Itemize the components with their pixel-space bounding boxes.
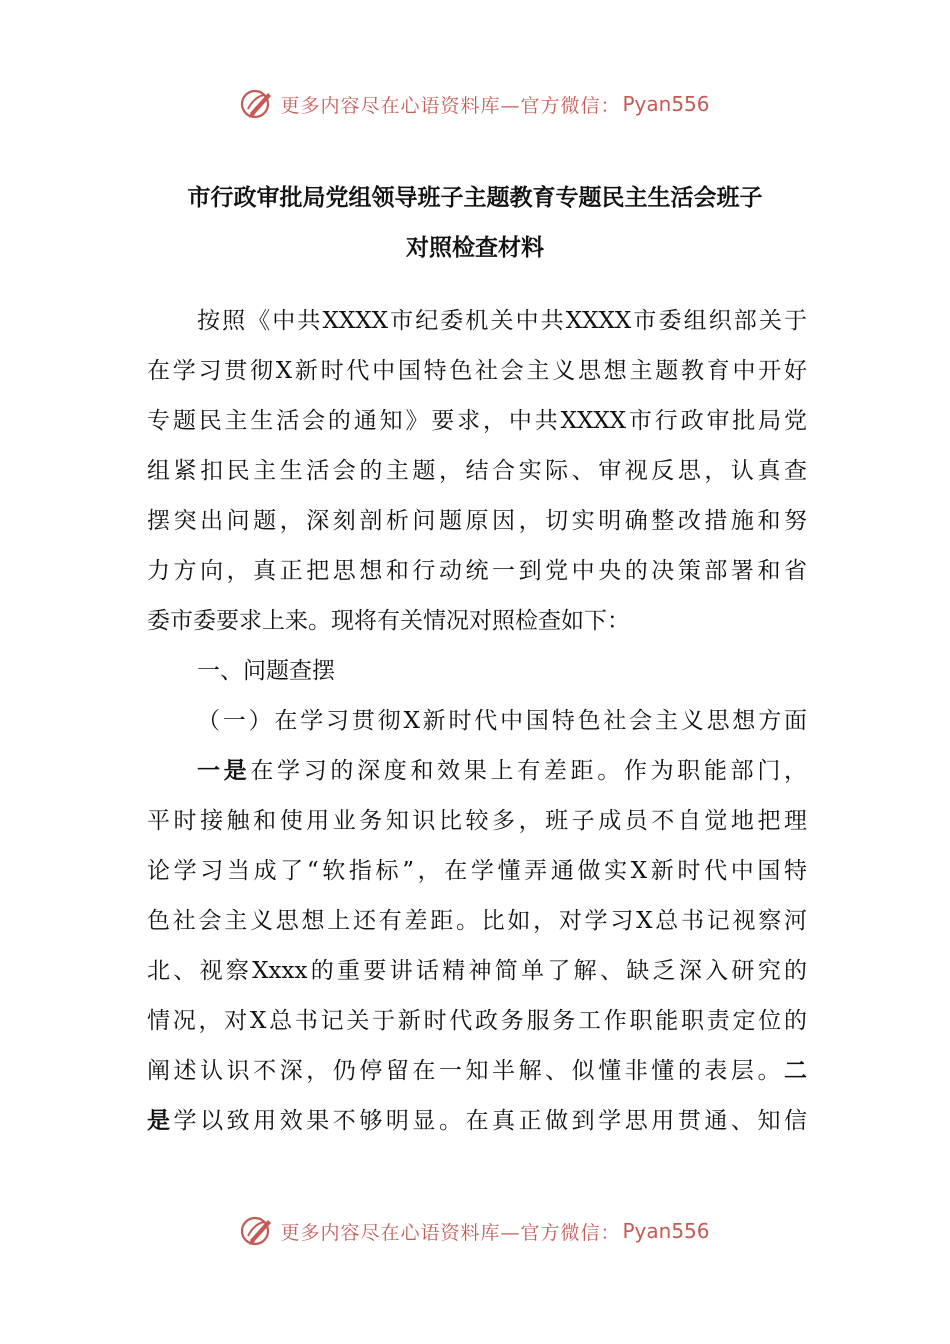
point-two-line	[147, 1096, 807, 1146]
intro-line: 委市委要求上来。现将有关情况对照检查如下：	[147, 608, 630, 634]
intro-line: 组紧扣民主生活会的主题，结合实际、审视反思，认真查	[147, 458, 807, 484]
intro-line: 在学习贯彻X新时代中国特色社会主义思想主题教育中开好	[147, 358, 807, 384]
body-line: 色社会主义思想上还有差距。比如，对学习X总书记视察河	[147, 908, 807, 934]
watermark-text: 更多内容尽在心语资料库—官方微信：	[280, 1221, 621, 1244]
point-one-text: 在学习的深度和效果上有差距。作为职能部门，	[250, 758, 807, 784]
subsection-heading: （一）在学习贯彻X新时代中国特色社会主义思想方面	[197, 708, 807, 734]
intro-line: 按照《中共XXXX市纪委机关中共XXXX市委组织部关于	[197, 308, 807, 334]
intro-line: 摆突出问题，深刻剖析问题原因，切实明确整改措施和努	[147, 508, 807, 534]
point-two-lead-start: 二	[784, 1058, 807, 1084]
point-one-lead: 一是	[197, 758, 251, 784]
body-line	[147, 1046, 807, 1096]
pen-logo-icon	[240, 1214, 274, 1248]
point-two-text: 学以致用效果不够明显。在真正做到学思用贯通、知信	[173, 1108, 807, 1134]
watermark-banner-bottom	[0, 1209, 950, 1253]
point-one-line	[197, 746, 807, 796]
body-line-text: 阐述认识不深，仍停留在一知半解、似懂非懂的表层。	[147, 1058, 784, 1084]
pen-logo-icon	[240, 87, 274, 121]
point-two-lead-end: 是	[147, 1108, 174, 1134]
section-heading: 一、问题查摆	[197, 658, 335, 684]
body-line: 平时接触和使用业务知识比较多，班子成员不自觉地把理	[147, 808, 807, 834]
body-line: 北、视察Xxxx的重要讲话精神简单了解、缺乏深入研究的	[147, 958, 807, 984]
body-line: 论学习当成了“软指标”，在学懂弄通做实X新时代中国特	[147, 858, 807, 884]
intro-line: 力方向，真正把思想和行动统一到党中央的决策部署和省	[147, 558, 807, 584]
watermark-banner-top	[0, 82, 950, 126]
document-title-line-1: 市行政审批局党组领导班子主题教育专题民主生活会班子	[187, 185, 763, 211]
body-line: 情况，对X总书记关于新时代政务服务工作职能职责定位的	[147, 1008, 807, 1034]
wechat-id: Pyan556	[622, 92, 710, 116]
wechat-id: Pyan556	[622, 1219, 710, 1243]
watermark-text: 更多内容尽在心语资料库—官方微信：	[280, 94, 621, 117]
intro-line: 专题民主生活会的通知》要求，中共XXXX市行政审批局党	[147, 408, 807, 434]
document-title-line-2: 对照检查材料	[406, 235, 544, 261]
